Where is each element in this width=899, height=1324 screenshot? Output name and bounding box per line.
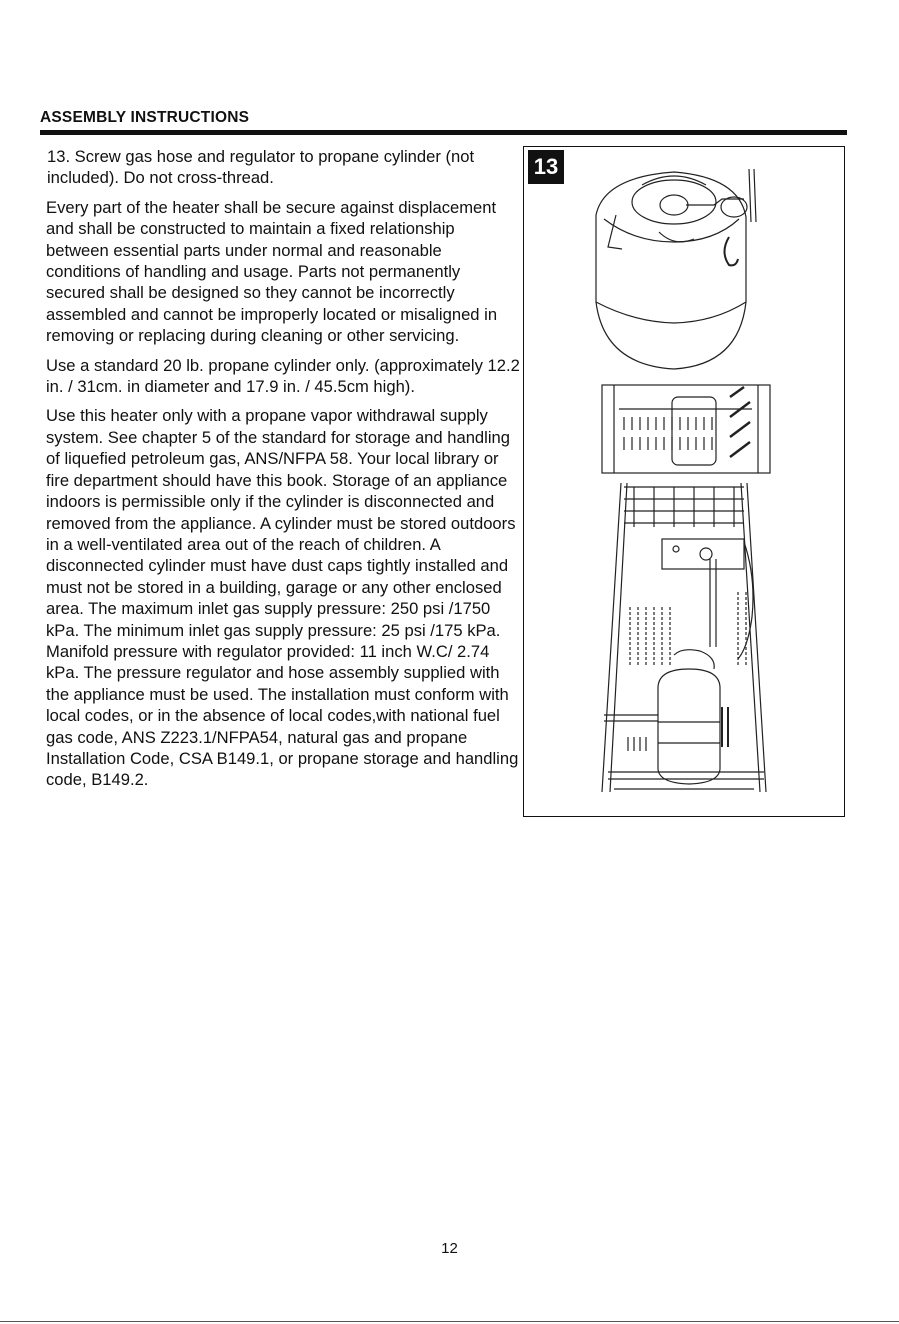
step-number-badge: 13 <box>528 150 564 184</box>
propane-safety-paragraph: Use this heater only with a propane vapor withdrawal supply system. See chapter 5 of the standard for storage and handling of liquefied petroleum gas, ANS/NFPA 58. Your local library or fire department should have this book. Storage of an appliance indoors is permissible only if the cylinder is disconnected and removed from the appliance. A cylinder must be stored outdoors in a well-ventilated area out of the reach of children. A disconnected cylinder must have dust caps tightly installed and must not be stored in a building, garage or any other enclosed area. The maximum inlet gas supply pressure: 250 psi /1750 kPa. The minimum inlet gas supply pressure: 25 psi /175 kPa. Manifold pressure with regulator provided: 11 inch W.C/ 2.74 kPa. The pressure regulator and hose assembly supplied with the appliance must be used. The installation must conform with local codes, or in the absence of local codes,with national fuel gas code, ANS Z223.1/NFPA54, natural gas and propane Installation Code, CSA B149.1, or propane storage and handling code, B149.2. <box>46 406 519 790</box>
page-number: 12 <box>441 1240 458 1257</box>
securing-parts-paragraph: Every part of the heater shall be secure against displacement and shall be constructed to maintain a fixed relationship between essential parts under normal and reasonable conditions of handling and usage. Parts not permanently secured shall be designed so they cannot be incorrectly assembled and cannot be improperly located or misaligned in removing or replacing during cleaning or other servicing. <box>46 197 498 346</box>
step-13-paragraph: 13. Screw gas hose and regulator to propane cylinder (not included). Do not cross-thread. <box>47 147 475 188</box>
instruction-text <box>46 146 521 799</box>
heater-cylinder-drawing <box>524 147 844 815</box>
section-title: ASSEMBLY INSTRUCTIONS <box>40 109 250 126</box>
cylinder-size-paragraph: Use a standard 20 lb. propane cylinder only. (approximately 12.2 in. / 31cm. in diameter and 17.9 in. / 45.5cm high). <box>46 355 520 397</box>
title-rule <box>40 130 847 135</box>
bottom-edge-line <box>0 1321 899 1322</box>
step-13-illustration <box>523 146 845 817</box>
